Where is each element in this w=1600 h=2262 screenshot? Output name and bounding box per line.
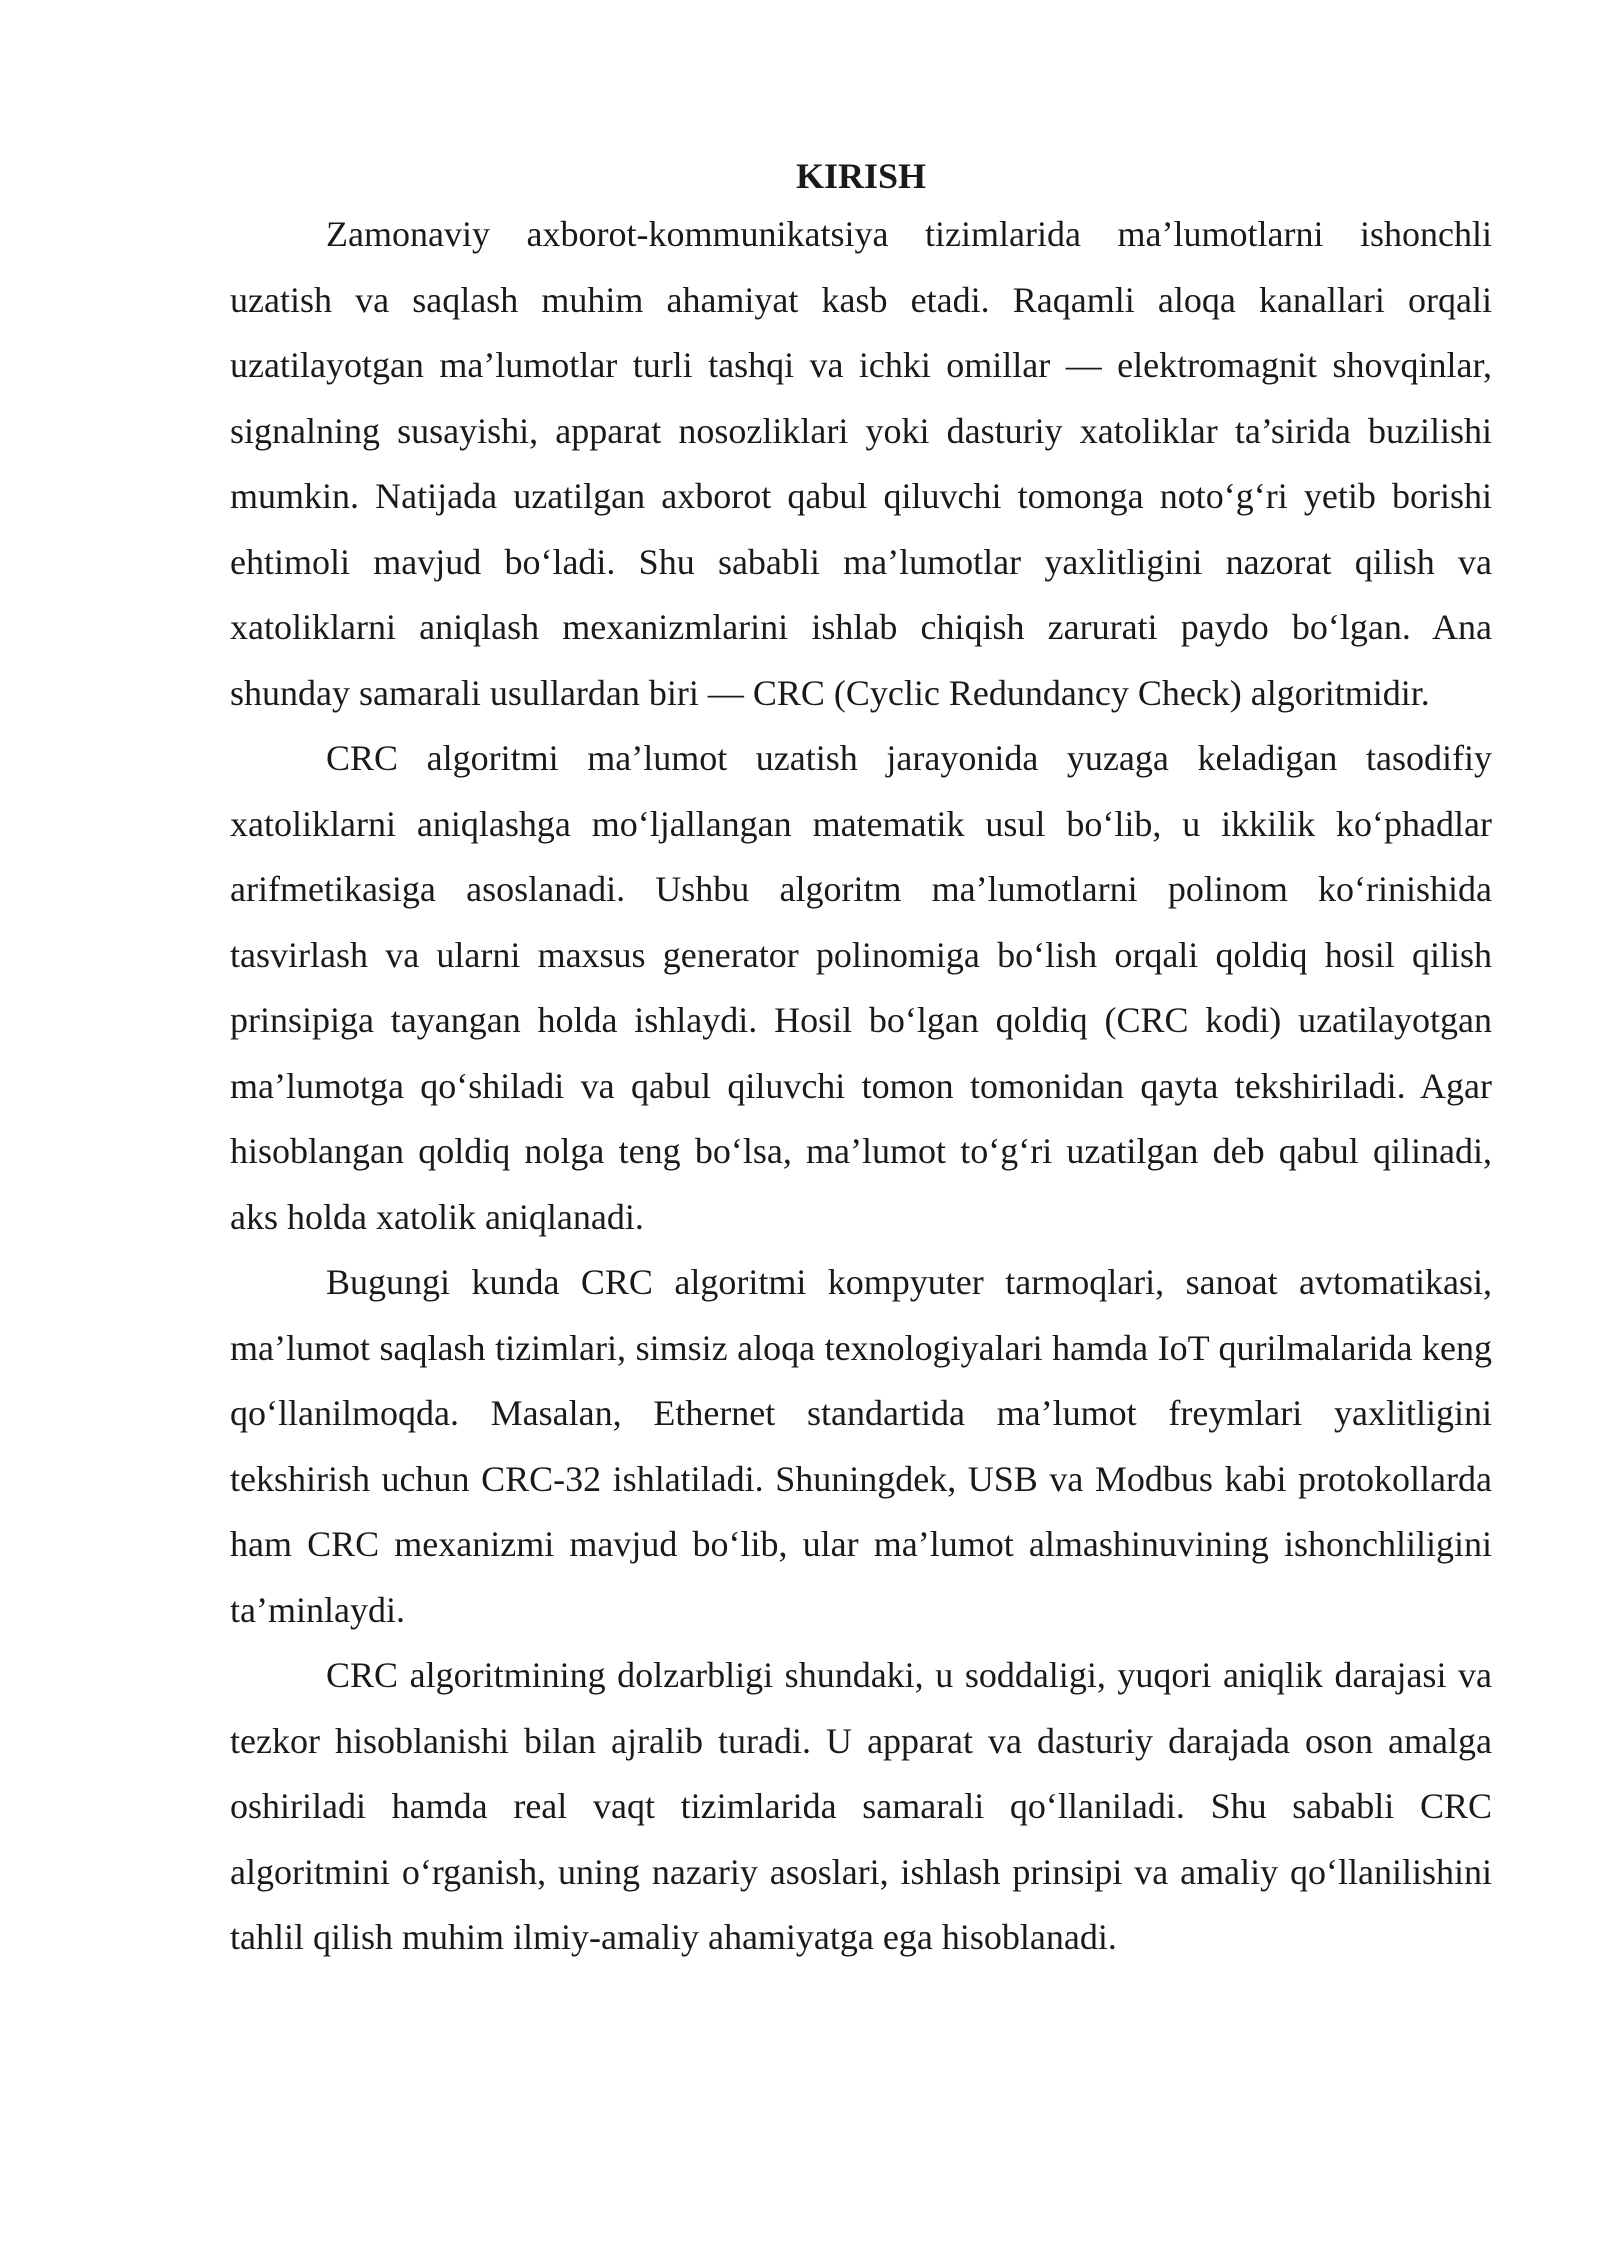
paragraph-4: CRC algoritmining dolzarbligi shundaki, u soddaligi, yuqori aniqlik darajasi va tezkor hisoblanishi bilan ajralib turadi. U apparat va dasturiy darajada oson amalga oshiriladi hamda real vaqt tizimlarida samarali qo‘llaniladi. Shu sababli CRC algoritmini o‘rganish, uning nazariy asoslari, ishlash prinsipi va amaliy qo‘llanilishini tahlil qilish muhim ilmiy-amaliy ahamiyatga ega hisoblanadi. bbox=[230, 1655, 1492, 1957]
paragraph-1: Zamonaviy axborot-kommunikatsiya tizimlarida ma’lumotlarni ishonchli uzatish va saqlash muhim ahamiyat kasb etadi. Raqamli aloqa kanallari orqali uzatilayotgan ma’lumotlar turli tashqi va ichki omillar — elektromagnit shovqinlar, signalning susayishi, apparat nosozliklari yoki dasturiy xatoliklar ta’sirida buzilishi mumkin. Natijada uzatilgan axborot qabul qiluvchi tomonga noto‘g‘ri yetib borishi ehtimoli mavjud bo‘ladi. Shu sababli ma’lumotlar yaxlitligini nazorat qilish va xatoliklarni aniqlash mexanizmlarini ishlab chiqish zarurati paydo bo‘lgan. Ana shunday samarali usullardan biri — CRC (Cyclic Redundancy Check) algoritmidir. bbox=[230, 214, 1492, 713]
document-page bbox=[230, 150, 1492, 1971]
section-heading: KIRISH bbox=[795, 156, 927, 196]
paragraph-3: Bugungi kunda CRC algoritmi kompyuter tarmoqlari, sanoat avtomatikasi, ma’lumot saqlash tizimlari, simsiz aloqa texnologiyalari hamda IoT qurilmalarida keng qo‘llanilmoqda. Masalan, Ethernet standartida ma’lumot freymlari yaxlitligini tekshirish uchun CRC-32 ishlatiladi. Shuningdek, USB va Modbus kabi protokollarda ham CRC mexanizmi mavjud bo‘lib, ular ma’lumot almashinuvining ishonchliligini ta’minlaydi. bbox=[230, 1262, 1492, 1630]
paragraph-2: CRC algoritmi ma’lumot uzatish jarayonida yuzaga keladigan tasodifiy xatoliklarni aniqlashga mo‘ljallangan matematik usul bo‘lib, u ikkilik ko‘phadlar arifmetikasiga asoslanadi. Ushbu algoritm ma’lumotlarni polinom ko‘rinishida tasvirlash va ularni maxsus generator polinomiga bo‘lish orqali qoldiq hosil qilish prinsipiga tayangan holda ishlaydi. Hosil bo‘lgan qoldiq (CRC kodi) uzatilayotgan ma’lumotga qo‘shiladi va qabul qiluvchi tomon tomonidan qayta tekshiriladi. Agar hisoblangan qoldiq nolga teng bo‘lsa, ma’lumot to‘g‘ri uzatilgan deb qabul qilinadi, aks holda xatolik aniqlanadi. bbox=[230, 738, 1492, 1237]
